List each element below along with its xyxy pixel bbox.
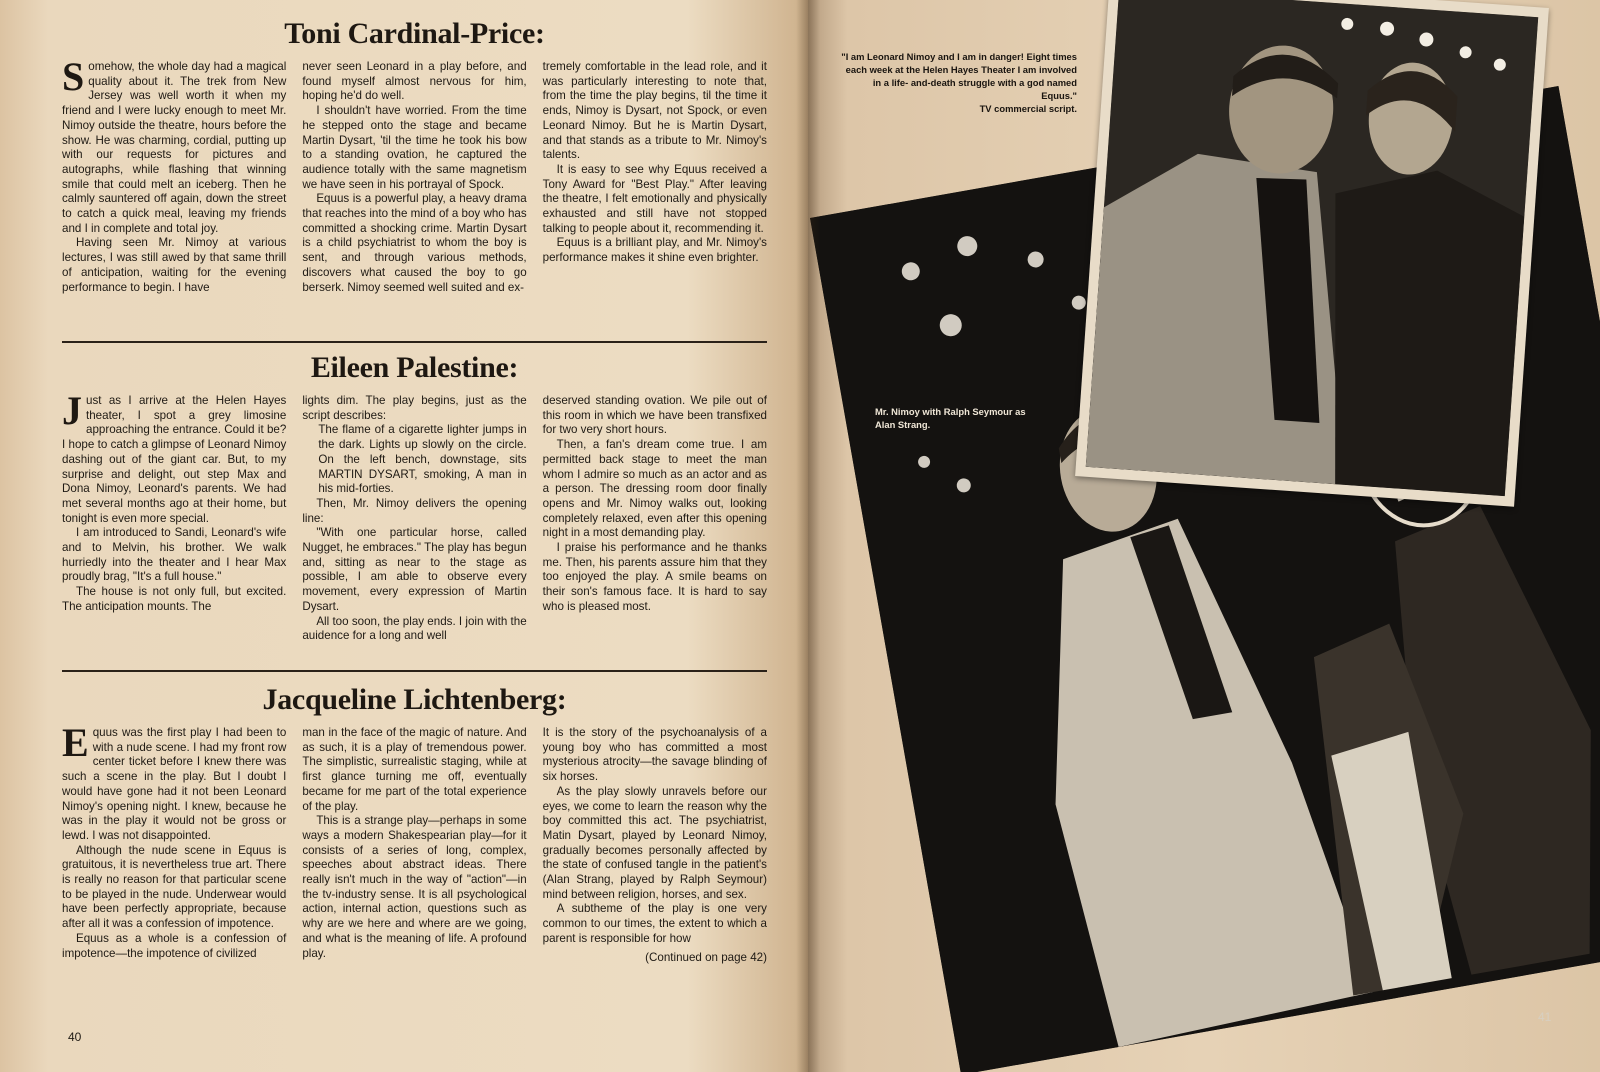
paragraph: Just as I arrive at the Helen Hayes theater, I spot a grey limosine approaching the entrance. Could it be? I hope to catch a glimpse of Leonard Nimoy dashing out of the giant car. But, to my surprise and delight, out step Max and Dona Nimoy, Leonard's parents. We had met several months ago at their home, but tonight is even more special. <box>62 388 287 525</box>
section-columns <box>62 54 767 295</box>
stage-photo-top <box>1075 0 1549 507</box>
drop-cap: S <box>62 54 85 99</box>
paragraph: This is a strange play—perhaps in some ways a modern Shakespearian play—for it consists of a series of long, complex, speeches about abstract ideas. There really isn't much in the way of "action"—in the tv-industry sense. It is all psychological action, internal action, questions such as why are we here and where are we going, and what is the meaning of life. A profound play. <box>302 814 527 960</box>
stage-photo-top-illustration <box>1086 0 1538 496</box>
paragraph: I praise his performance and he thanks me. Then, his parents assure him that they too enjoyed the play. A smile beams on their son's famous face. It is hard to say who is pleased most. <box>542 541 767 613</box>
paragraph: Having seen Mr. Nimoy at various lectures, I was still awed by that same thrill of anticipation, waiting for the evening performance to begin. I have <box>62 236 287 294</box>
section-columns <box>62 720 767 965</box>
column-1 <box>62 388 287 644</box>
section-columns <box>62 388 767 644</box>
paragraph: Although the nude scene in Equus is gratuitous, it is nevertheless true art. There is really no reason for that particular scene to be played in the nude. Underwear would have been perfectly appropriate, because after all it was a confession of impotence. <box>62 843 287 931</box>
paragraph: Then, a fan's dream come true. I am permitted back stage to meet the man whom I admire so much as an actor and as a person. The dressing room door finally opens and Mr. Nimoy walks out, looking completely relaxed, even after this opening night in a most demanding play. <box>542 438 767 540</box>
page-number-left: 40 <box>68 1030 82 1044</box>
paragraph: All too soon, the play ends. I join with the auidence for a long and well <box>302 614 527 643</box>
paragraph: It is the story of the psychoanalysis of a young boy who has committed a most mysterious atrocity—the savage blinding of six horses. <box>542 726 767 784</box>
column-2 <box>302 394 526 644</box>
paragraph: Equus as a whole is a confession of impotence—the impotence of civilized <box>62 931 287 960</box>
paragraph: The house is not only full, but excited. The anticipation mounts. The <box>62 585 287 613</box>
paragraph: As the play slowly unravels before our eyes, we come to learn the reason why the boy committed this act. The psychiatrist, Matin Dysart, played by Leonard Nimoy, gradually becomes personally affected by the state of confused tangle in the patient's (Alan Strang, played by Ralph Seymour) mind between religion, horses, and sex. <box>542 784 767 901</box>
drop-cap: J <box>62 388 82 433</box>
section-eileen-palestine <box>62 350 767 644</box>
photo-caption-quote <box>835 50 1077 115</box>
paragraph: man in the face of the magic of nature. And as such, it is a play of tremendous power. The simplistic, surrealistic staging, while at first glance turning me off, eventually became for me part of the total experience of the play. <box>302 726 527 813</box>
paragraph: Equus was the first play I had been to with a nude scene. I had my front row center ticket before I knew there was such a scene in the play. But I doubt I would have gone had it not been Leonard Nimoy's opening night. I knew, because he was in the play it would not be gross or lewd. I was not disappointed. <box>62 720 287 842</box>
paragraph: Equus is a powerful play, a heavy drama that reaches into the mind of a boy who has committed a shocking crime. Martin Dysart is a child psychiatrist to whom the boy is sent, and through various methods, discovers what caused the boy to go berserk. Nimoy seemed well suited and ex- <box>302 192 527 294</box>
column-3 <box>543 726 767 965</box>
section-jacqueline-lichtenberg <box>62 682 767 965</box>
page-number-right: 41 <box>1538 1010 1552 1024</box>
column-2 <box>302 726 526 965</box>
script-excerpt: The flame of a cigarette lighter jumps in the dark. Lights up slowly on the circle. On the left bench, downstage, sits MARTIN DYSART, smoking, A man in his mid-forties. <box>318 423 527 496</box>
paragraph: Somehow, the whole day had a magical quality about it. The trek from New Jersey was well worth it when my friend and I were lucky enough to meet Mr. Nimoy outside the theatre, hours before the show. He was charming, cordial, putting up with our requests for pictures and autographs, while flashing that winning smile that could melt an iceberg. Then he calmly sauntered off again, down the street to catch a quick meal, leaving my friends and I in complete and total joy. <box>62 54 287 235</box>
column-2 <box>302 60 526 295</box>
section-heading: Eileen Palestine: <box>310 351 519 384</box>
photo-caption: Mr. Nimoy with Ralph Seymour as Alan Strang. <box>875 406 1026 430</box>
caption-attribution: TV commercial script. <box>979 103 1077 114</box>
section-toni-cardinal-price <box>62 16 767 295</box>
column-1 <box>62 54 287 295</box>
continued-note: (Continued on page 42) <box>645 950 767 964</box>
paragraph: It is easy to see why Equus received a Tony Award for "Best Play." After leaving the theatre, I felt emotionally and physically exhausted and still have not stopped talking to people about it, recommending it. <box>542 162 767 235</box>
paragraph: Then, Mr. Nimoy delivers the opening line: <box>302 496 527 525</box>
section-heading: Jacqueline Lichtenberg: <box>262 683 567 716</box>
paragraph: lights dim. The play begins, just as the script describes: <box>302 394 527 422</box>
paragraph: deserved standing ovation. We pile out of this room in which we have been transfixed for two very short hours. <box>542 394 767 437</box>
section-heading: Toni Cardinal-Price: <box>284 17 545 50</box>
page-gutter <box>796 0 820 1072</box>
paragraph: Equus is a brilliant play, and Mr. Nimoy's performance makes it shine even brighter. <box>542 236 767 265</box>
paragraph: I am introduced to Sandi, Leonard's wife and to Melvin, his brother. We walk hurriedly into the theater and I hear Max proudly brag, "It's a full house." <box>62 526 287 584</box>
column-3 <box>543 394 767 644</box>
paragraph: I shouldn't have worried. From the time he stepped onto the stage and became Martin Dysart, 'til the time he took his bow to a standing ovation, he captured the audience totally with the same magnetism we have seen in his portrayal of Spock. <box>302 104 527 191</box>
drop-cap: E <box>62 720 89 765</box>
caption-quote-text: "I am Leonard Nimoy and I am in danger! Eight times each week at the Helen Hayes Theater I am involved in a life- and-death struggle with a god named Equus." <box>841 51 1077 101</box>
paragraph: never seen Leonard in a play before, and found myself almost nervous for him, hoping he'd do well. <box>302 60 527 103</box>
paragraph: A subtheme of the play is one very common to our times, the extent to which a parent is responsible for how <box>542 902 767 945</box>
section-divider <box>62 341 767 343</box>
column-1 <box>62 720 287 965</box>
column-3 <box>543 60 767 295</box>
section-divider <box>62 670 767 672</box>
paragraph: "With one particular horse, called Nugget, he embraces." The play has begun and, sitting as near to the stage as possible, I am able to observe every movement, every expression of Martin Dysart. <box>302 526 527 613</box>
paragraph: tremely comfortable in the lead role, and it was particularly interesting to note that, from the time the play begins, til the time it ends, Nimoy is Dysart, not Spock, or even Leonard Nimoy. But he is Martin Dysart, and that stands as a tribute to Mr. Nimoy's talents. <box>542 60 767 162</box>
